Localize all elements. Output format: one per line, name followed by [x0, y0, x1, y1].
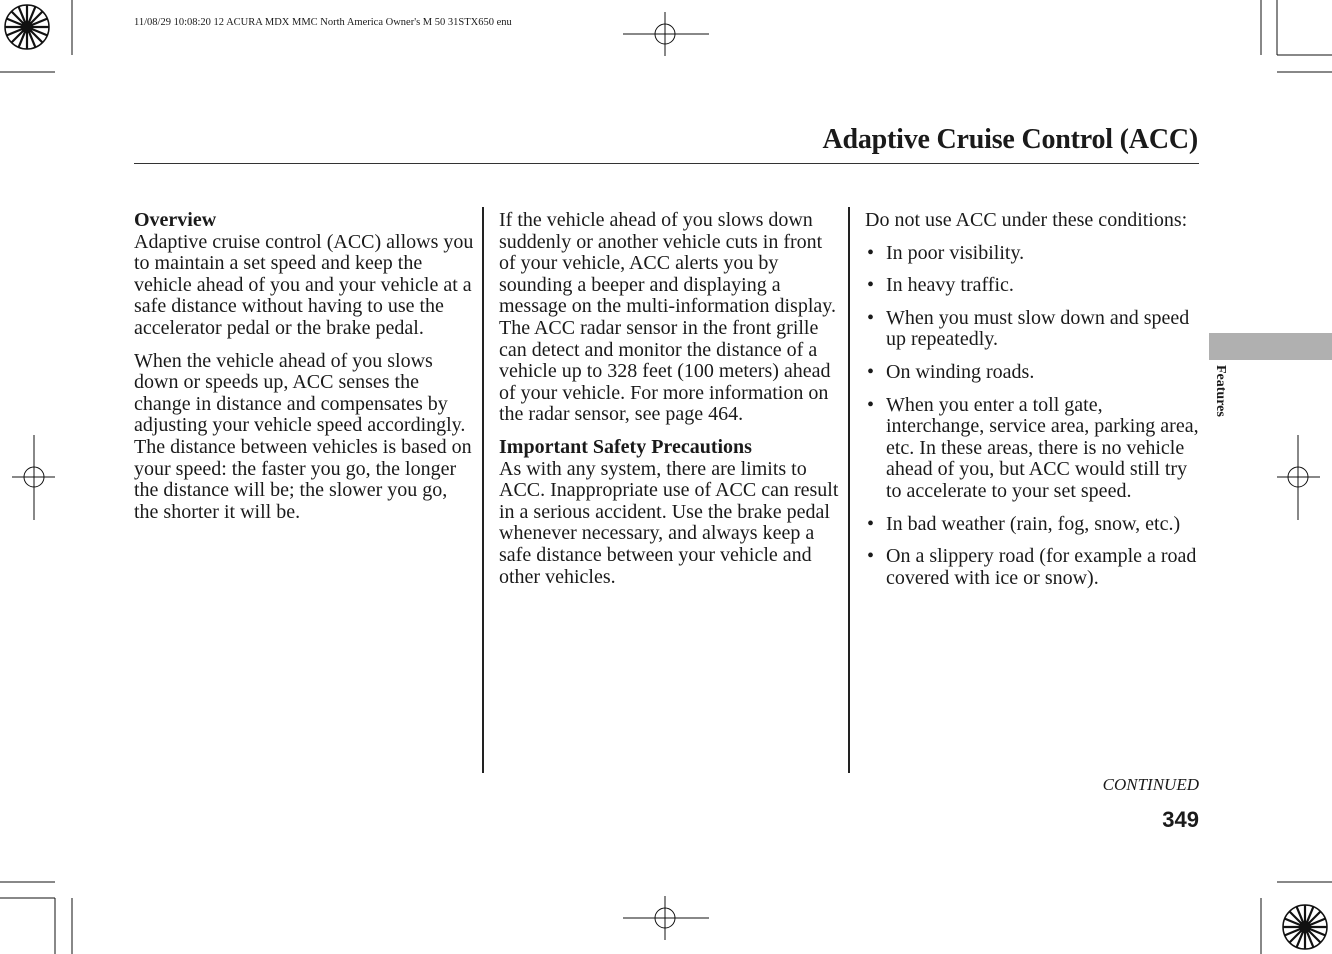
column-divider-1 — [482, 207, 484, 773]
conditions-list — [865, 243, 1200, 590]
section-side-label: Features — [1213, 365, 1228, 417]
overview-heading: Overview — [134, 209, 217, 231]
list-item: • In heavy traffic. — [865, 275, 1200, 297]
list-item: • When you enter a toll gate, interchange, service area, parking area, etc. In these areas, there is no vehicle ahead of you, but ACC would still try to accelerate to your set speed. — [865, 395, 1200, 503]
title-rule — [134, 163, 1199, 164]
list-item: • On a slippery road (for example a road covered with ice or snow). — [865, 546, 1200, 589]
column-alerts-safety — [499, 210, 839, 599]
crosshair-right — [1277, 435, 1320, 520]
radar-sensor-paragraph: The ACC radar sensor in the front grille can detect and monitor the distance of a vehicle up to 328 feet (100 meters) ahead of your vehicle. For more information on the radar sensor, see page 464. — [499, 316, 831, 426]
crosshair-bottom — [623, 896, 709, 940]
column-overview — [134, 210, 474, 534]
alert-paragraph: If the vehicle ahead of you slows down suddenly or another vehicle cuts in front of your vehicle, ACC alerts you by sounding a beeper and displaying a message on the multi-information display. — [499, 209, 836, 318]
print-job-header: 11/08/29 10:08:20 12 ACURA MDX MMC North America Owner's M 50 31STX650 enu — [134, 17, 512, 28]
star-target-top-left — [5, 5, 49, 49]
column-divider-2 — [848, 207, 850, 773]
page-title: Adaptive Cruise Control (ACC) — [822, 124, 1198, 155]
star-target-bottom-right — [1283, 905, 1327, 949]
crosshair-left — [12, 435, 55, 520]
conditions-intro: Do not use ACC under these conditions: — [865, 209, 1188, 231]
page-number: 349 — [1162, 807, 1199, 832]
column-conditions — [865, 210, 1200, 600]
list-item: • On winding roads. — [865, 362, 1200, 384]
list-item: • When you must slow down and speed up repeatedly. — [865, 308, 1200, 351]
crosshair-top — [623, 12, 709, 56]
safety-precautions-heading: Important Safety Precautions — [499, 435, 752, 458]
section-tab-marker — [1209, 333, 1332, 360]
safety-precautions-paragraph: As with any system, there are limits to ACC. Inappropriate use of ACC can result in a serious accident. Use the brake pedal whenever necessary, and always keep a safe distance between your vehicle and other vehicles. — [499, 457, 839, 588]
overview-paragraph-2: When the vehicle ahead of you slows down or speeds up, ACC senses the change in distance and compensates by adjusting your vehicle speed accordingly. The distance between vehicles is based on your speed: the faster you go, the longer the distance will be; the slower you go, the shorter it will be. — [134, 349, 472, 523]
list-item: • In poor visibility. — [865, 243, 1200, 265]
overview-paragraph-1: Adaptive cruise control (ACC) allows you to maintain a set speed and keep the vehicle ahead of you and your vehicle at a safe distance without having to use the accelerator pedal or the brake pedal. — [134, 230, 474, 339]
continued-label: CONTINUED — [1102, 775, 1199, 794]
list-item: • In bad weather (rain, fog, snow, etc.) — [865, 514, 1200, 536]
